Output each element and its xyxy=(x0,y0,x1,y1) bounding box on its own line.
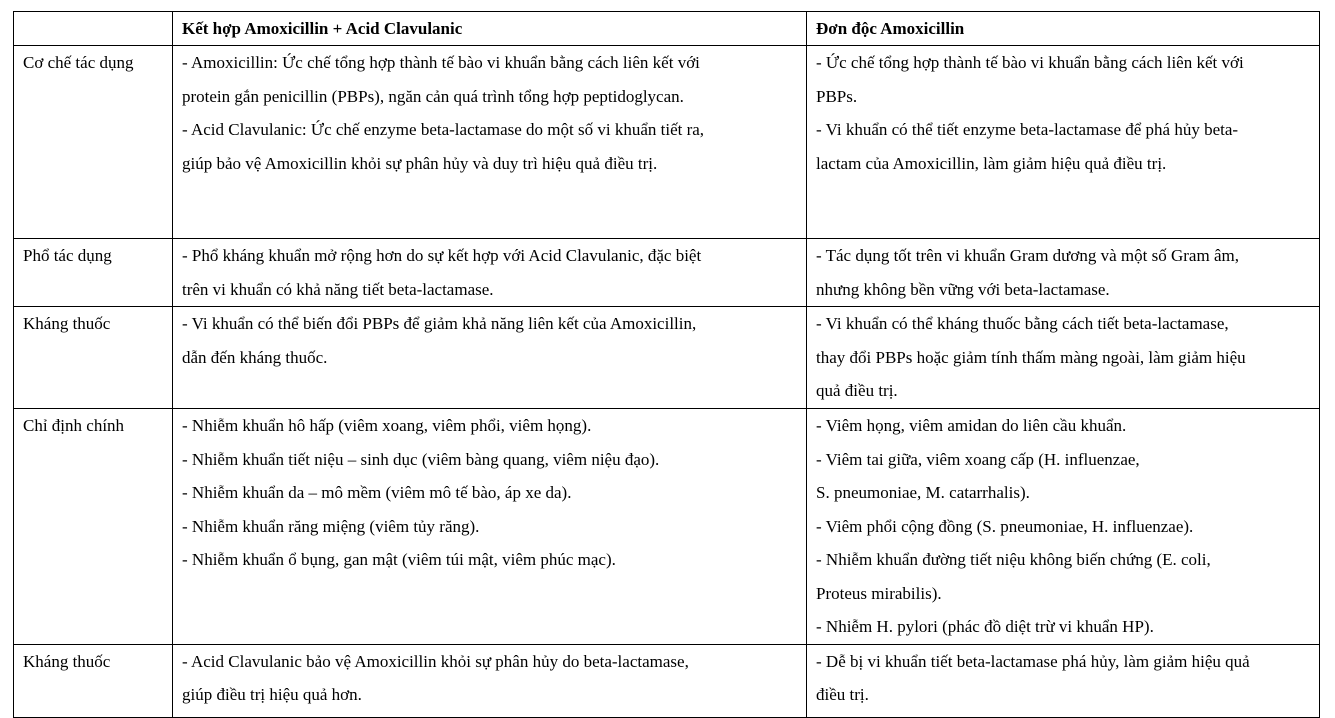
comparison-table xyxy=(13,11,1320,718)
cell-line: giúp điều trị hiệu quả hơn. xyxy=(182,685,362,704)
cell-line: điều trị. xyxy=(816,685,869,704)
single-cell xyxy=(807,239,1320,307)
header-empty-cell xyxy=(14,12,173,46)
cell-line: - Nhiễm khuẩn da – mô mềm (viêm mô tế bào, áp xe da). xyxy=(182,483,572,502)
cell-line: - Nhiễm khuẩn đường tiết niệu không biến chứng (E. coli, xyxy=(816,550,1211,569)
cell-line: Proteus mirabilis). xyxy=(816,583,942,603)
header-amoxicillin-alone: Đơn độc Amoxicillin xyxy=(807,12,1320,46)
single-cell xyxy=(807,409,1320,645)
cell-line: giúp bảo vệ Amoxicillin khỏi sự phân hủy và duy trì hiệu quả điều trị. xyxy=(182,153,658,173)
row-label xyxy=(14,307,173,409)
cell-line: PBPs. xyxy=(816,86,858,106)
single-cell xyxy=(807,46,1320,239)
row-label-text: Chỉ định chính xyxy=(23,416,125,435)
row-label-text: Cơ chế tác dụng xyxy=(23,53,134,72)
cell-line: - Amoxicillin: Ức chế tổng hợp thành tế bào vi khuẩn bằng cách liên kết với xyxy=(182,53,700,72)
header-row xyxy=(14,12,1320,46)
header-combination: Kết hợp Amoxicillin + Acid Clavulanic xyxy=(173,12,807,46)
cell-line: protein gắn penicillin (PBPs), ngăn cản quá trình tổng hợp peptidoglycan. xyxy=(182,86,684,106)
table-row-resistance-2 xyxy=(14,644,1320,717)
cell-line: S. pneumoniae, M. catarrhalis). xyxy=(816,483,1030,502)
cell-line: nhưng không bền vững với beta-lactamase. xyxy=(816,279,1110,299)
cell-line: - Nhiễm H. pylori (phác đồ diệt trừ vi khuẩn HP). xyxy=(816,617,1154,636)
combo-cell xyxy=(173,46,807,239)
table-row-indications xyxy=(14,409,1320,645)
cell-line: - Nhiễm khuẩn răng miệng (viêm tủy răng). xyxy=(182,516,480,536)
cell-line: dẫn đến kháng thuốc. xyxy=(182,347,328,367)
row-label xyxy=(14,409,173,645)
cell-line: - Dễ bị vi khuẩn tiết beta-lactamase phá hủy, làm giảm hiệu quả xyxy=(816,651,1250,671)
row-label-text: Kháng thuốc xyxy=(23,314,111,333)
cell-line: quả điều trị. xyxy=(816,381,898,400)
row-label xyxy=(14,239,173,307)
row-label-text: Kháng thuốc xyxy=(23,651,111,671)
cell-line: - Nhiễm khuẩn hô hấp (viêm xoang, viêm phổi, viêm họng). xyxy=(182,416,592,435)
cell-line: - Nhiễm khuẩn ổ bụng, gan mật (viêm túi mật, viêm phúc mạc). xyxy=(182,550,616,569)
cell-line: - Tác dụng tốt trên vi khuẩn Gram dương và một số Gram âm, xyxy=(816,246,1239,265)
combo-cell xyxy=(173,644,807,717)
cell-line: - Viêm phổi cộng đồng (S. pneumoniae, H. influenzae). xyxy=(816,516,1194,536)
combo-cell xyxy=(173,307,807,409)
cell-line: - Vi khuẩn có thể kháng thuốc bằng cách tiết beta-lactamase, xyxy=(816,314,1229,333)
table-row-mechanism xyxy=(14,46,1320,239)
cell-line: - Viêm họng, viêm amidan do liên cầu khuẩn. xyxy=(816,416,1127,435)
combo-cell xyxy=(173,239,807,307)
cell-line: thay đổi PBPs hoặc giảm tính thấm màng ngoài, làm giảm hiệu xyxy=(816,347,1246,367)
row-label xyxy=(14,46,173,239)
cell-line: - Acid Clavulanic bảo vệ Amoxicillin khỏi sự phân hủy do beta-lactamase, xyxy=(182,651,689,671)
combo-cell xyxy=(173,409,807,645)
cell-line: - Acid Clavulanic: Ức chế enzyme beta-lactamase do một số vi khuẩn tiết ra, xyxy=(182,120,705,139)
cell-line: - Vi khuẩn có thể tiết enzyme beta-lactamase để phá hủy beta- xyxy=(816,120,1239,139)
cell-line: - Nhiễm khuẩn tiết niệu – sinh dục (viêm bàng quang, viêm niệu đạo). xyxy=(182,449,660,469)
row-label-text: Phổ tác dụng xyxy=(23,246,112,265)
cell-line: - Vi khuẩn có thể biến đổi PBPs để giảm khả năng liên kết của Amoxicillin, xyxy=(182,314,697,333)
single-cell xyxy=(807,644,1320,717)
row-label xyxy=(14,644,173,717)
cell-line: - Ức chế tổng hợp thành tế bào vi khuẩn bằng cách liên kết với xyxy=(816,53,1244,72)
single-cell xyxy=(807,307,1320,409)
cell-line: - Viêm tai giữa, viêm xoang cấp (H. influenzae, xyxy=(816,449,1140,469)
cell-line: trên vi khuẩn có khả năng tiết beta-lactamase. xyxy=(182,279,494,299)
cell-line: - Phổ kháng khuẩn mở rộng hơn do sự kết hợp với Acid Clavulanic, đặc biệt xyxy=(182,246,702,265)
table-row-spectrum xyxy=(14,239,1320,307)
table-row-resistance xyxy=(14,307,1320,409)
cell-line: lactam của Amoxicillin, làm giảm hiệu quả điều trị. xyxy=(816,153,1167,173)
